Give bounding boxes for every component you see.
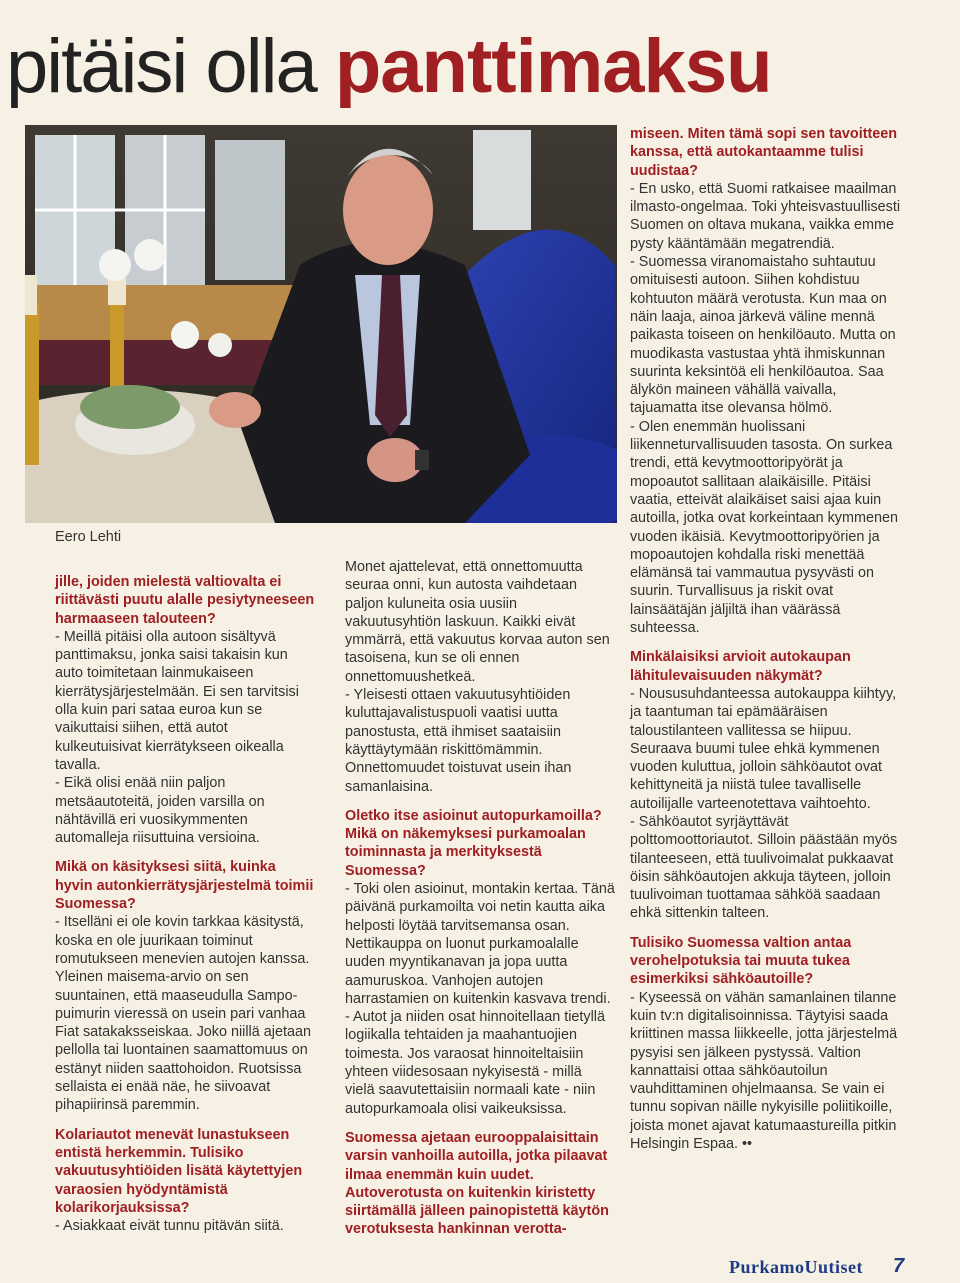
headline [6, 22, 772, 112]
interview-question: Suomessa ajetaan eurooppalaisittain varsin vanhoilla autoilla, jotka pilaavat ilmaa enemmän kuin uudet. Autoverotusta on kuitenkin kiristetty siirtämällä jälleen painopistettä käytön verotuksesta hankinnan verotta- [345, 1129, 609, 1238]
interview-answer: - Noususuhdanteessa autokauppa kiihtyy, ja taantuman tai epämääräisen taloustilanteen vallitessa se hiipuu. Seuraava buumi tulee ehkä kymmenen vuoden kuluttua, jolloin sähköautot ovat kehittyneitä ja niistä tulee tavalliselle autoilijalle varteenotettava vaihtoehto. [630, 685, 897, 812]
interview-answer: - Olen enemmän huolissani liikenneturvallisuuden tasosta. On surkea trendi, että kevytmoottoripyörät ja mopoautot sallitaan alaikäisille. Pitäisi vaatia, etteivät alaikäiset saisi ajaa kuin autoilla, jotka ovat korkeintaan kymmenen vuoden ikäisiä. Kevytmoottoripyörien ja mopoautojen kohdalla riski menettää elämänsä tai vammautua pysyvästi on suurin. Turvallisuus ja riskit ovat lainsäätäjän jäljiltä ihan väärässä suhteessa. [630, 418, 898, 637]
photo-caption: Eero Lehti [55, 529, 122, 545]
interview-answer: - Asiakkaat eivät tunnu pitävän siitä. [55, 1218, 284, 1235]
interview-answer: Monet ajattelevat, että onnettomuutta seuraa onni, kun autosta vaihdetaan paljon kuluneita osia uusiin vakuutusyhtiön laskuun. Kaikki eivät ymmärrä, että vakuutus korvaa auton sen tasoisena, kun se oli ennen onnettomuushetkeä. [345, 559, 610, 685]
interview-question: Tulisiko Suomessa valtion antaa verohelpotuksia tai muuta tukea esimerkiksi sähköautoille? [630, 934, 852, 988]
interview-question: jille, joiden mielestä valtiovalta ei riittävästi puutu alalle pesiytyneeseen harmaaseen talouteen? [55, 574, 315, 627]
interview-answer: - Itselläni ei ole kovin tarkkaa käsitystä, koska en ole juurikaan toiminut romutukseen menevien autojen kanssa. Yleinen maisema-arvio on sen suuntainen, että maaseudulla Sampo-puimurin vieressä on usein pari vanhaa Fiat satakaksseiskaa. Joko niillä ajetaan pellolla tai luontainen saamattomuus on estänyt niiden saattohoidon. Ruotsissa sellaista ei enää näe, he siivoavat pihapiirinsä paremmin. [55, 914, 311, 1114]
interview-answer: - Sähköautot syrjäyttävät polttomoottoriautot. Silloin päästään myös tilanteeseen, että tuulivoimalat pukkaavat öisin sähköautojen akkuja täyteen, jolloin tuulivoiman tuottamaa sähköä saadaan ehkä sittenkin talteen. [630, 813, 898, 922]
article-column-3 [630, 125, 907, 1153]
interview-answer: - Meillä pitäisi olla autoon sisältyvä panttimaksu, jonka saisi takaisin kun auto toimitetaan lainmukaiseen kierrätysjärjestelmään. Ei sen tarvitsisi olla kuin pari sataa euroa kun se vaikuttaisi siihen, että autot kulkeutuisivat kierrätykseen oikealla tavalla. [55, 628, 299, 773]
interview-question: Kolariautot menevät lunastukseen entistä herkemmin. Tulisiko vakuutusyhtiöiden lisätä käytettyjen varaosien hyödyntämistä kolarikorjauksissa? [55, 1126, 303, 1216]
page-number: 7 [893, 1255, 905, 1277]
interview-answer: - Autot ja niiden osat hinnoitellaan tietyllä logiikalla tehtaiden ja maahantuojien toimesta. Jos varaosat hinnoiteltaisiin yhteen viidesosaan nykyisestä - millä vielä saavutettaisiin normaali kate - niin autopurkamoala olisi vaikeuksissa. [345, 1009, 606, 1117]
interview-question: Oletko itse asioinut autopurkamoilla? Mikä on näkemyksesi purkamoalan toiminnasta ja merkityksestä Suomessa? [345, 807, 602, 879]
interview-answer: - Suomessa viranomaistaho suhtautuu omituisesti autoon. Siihen kohdistuu kohtuuton määrä verotusta. Kun maa on näin laaja, ainoa järkevä väline mennä paikasta toiseen on henkilöauto. Mutta on muodikasta vastustaa yhtä ihmiskunnan suurinta keksintöä eli henkilöautoa. Saa älykön maineen vähällä vaivalla, tajuamatta itse olevansa hölmö. [630, 254, 896, 417]
article-column-1 [55, 562, 317, 1235]
interview-answer: - Toki olen asioinut, montakin kertaa. Tänä päivänä purkamoilta voi netin kautta aika helposti löytää tarvitsemansa osan. Nettikauppa on luonut purkamoalalle uuden myyntikanavan ja jopa uutta aamuruskoa. Vanhojen autojen harrastamien on kuitenkin kasvava trendi. [345, 881, 615, 1007]
interview-answer: - Yleisesti ottaen vakuutusyhtiöiden kuluttajavalistuspuoli vaatisi uutta panostusta, että ihmiset saataisiin käyttäytymään riskittömämmin. Onnettomuudet toistuvat usein ihan samanlaisina. [345, 687, 572, 795]
interview-answer: - Kyseessä on vähän samanlainen tilanne kuin tv:n digitalisoinnissa. Täytyisi saada kriittinen massa liikkeelle, jotta järjestelmä pysyisi sen jälkeen pystyssä. Valtion kannattaisi ottaa sähköautoilun vauhdittaminen ohjelmaansa. Se vain ei tunnu sopivan näille nykyisille poliitikoille, joista monet ajavat katumaastureilla pitkin Helsingin Espaa. •• [630, 989, 898, 1153]
interview-answer: - Eikä olisi enää niin paljon metsäautoteitä, joiden varsilla on nähtävillä eri vuosikymmenten automalleja riisuttuina versioina. [55, 775, 265, 847]
article-column-2 [345, 558, 615, 1239]
portrait-photo [25, 125, 617, 523]
magazine-brand: PurkamoUutiset [729, 1257, 863, 1277]
interview-question: miseen. Miten tämä sopi sen tavoitteen kanssa, että autokantaamme tulisi uudistaa? [630, 126, 898, 179]
interview-question: Mikä on käsityksesi siitä, kuinka hyvin autonkierrätysjärjestelmä toimii Suomessa? [55, 859, 314, 913]
interview-question: Minkälaisiksi arvioit autokaupan lähitulevaisuuden näkymät? [630, 649, 851, 684]
headline-prefix: pitäisi olla [6, 24, 316, 109]
interview-answer: - En usko, että Suomi ratkaisee maailman ilmasto-ongelmaa. Toki yhteisvastuullisesti Suomen on oltava mukana, vaikka emme pysty kääntämään megatrendiä. [630, 180, 901, 252]
headline-accent: panttimaksu [334, 24, 772, 109]
